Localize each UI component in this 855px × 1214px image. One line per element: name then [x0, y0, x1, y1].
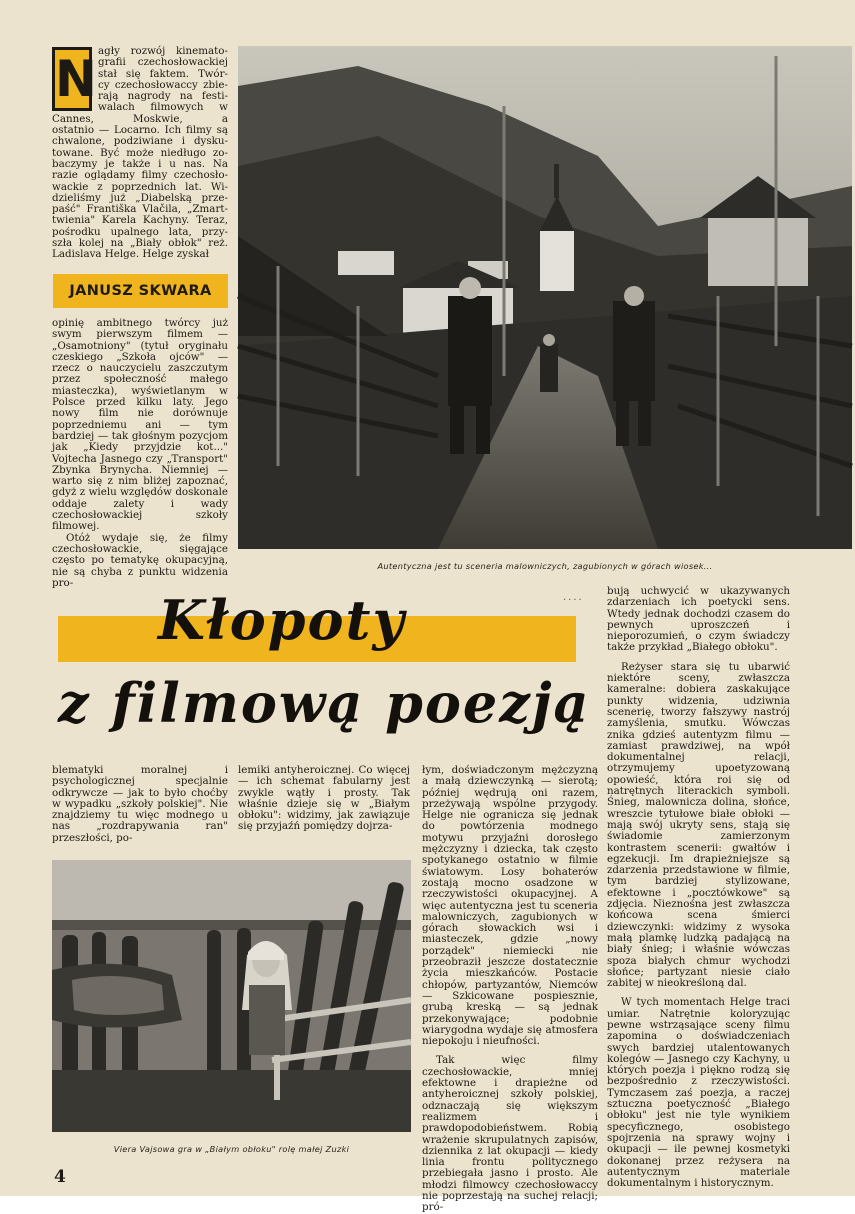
- intro-line: chwalone, podziwiane i dysku-: [52, 135, 228, 148]
- intro-line: cy czechosłowaccy zbie-: [98, 78, 228, 91]
- bottom-column-1: [52, 765, 228, 844]
- intro-line: ostatnio — Locarno. Ich filmy są: [52, 124, 228, 137]
- intro-line: wackie z poprzednich lat. Wi-: [52, 180, 228, 193]
- intro-line: razie oglądamy filmy czechosło-: [52, 169, 228, 182]
- bottom-col1-paragraph: blematyki moralnej i psychologicznej specjalnie odkrywcze — jak to było choćby w wypadku „szkoły polskiej". Nie znajdziemy tu więc modnego u nas „rozdrapywania ran" przeszłości, po-: [52, 764, 228, 844]
- intro-line: baczymy je także i u nas. Na: [52, 157, 228, 170]
- right-paragraph-1: bują uchwycić w ukazywanych zdarzeniach ich poetycki sens. Wtedy jednak dochodzi czasem do pewnych uproszczeń i nieporozumień, o czym świadczy także przykład „Białego obłoku".: [607, 585, 790, 654]
- right-paragraph-3: W tych momentach Helge traci umiar. Natrętnie koloryzując pewne wstrząsające sceny filmu zapomina o doświadczeniach swych bardziej utalentowanych kolegów — Jasnego czy Kachyny, u których poezja i piękno rodzą się bezpośrednio z rzeczywistości. Tymczasem zaś poezja, a raczej sztuczna poetyczność „Białego obłoku" jest nie tyle wynikiem specyficznego, osobistego spojrzenia na sprawy wojny i okupacji — ile pewnej kosmetyki dokonanej przez reżysera na autentycznym materiale dokumentalnym i historycznym.: [607, 996, 790, 1190]
- intro-line: paść" Františka Vlačila, „Zmart-: [52, 203, 228, 216]
- intro-line: pośrodku upalnego lata, przy-: [52, 225, 228, 238]
- intro-line: twienia" Karela Kachyny. Teraz,: [52, 214, 228, 227]
- intro-line: dzieliśmy już „Diabelską prze-: [52, 191, 228, 204]
- col1-paragraph-1: opinię ambitnego twórcy już swym pierwszym filmem — „Osamotniony" (tytuł oryginału czeskiego „Szkoła ojców" — rzecz o nauczycielu zaszczutym przez społeczność małego miasteczka), wyświetlanym w Polsce przed kilku laty. Jego nowy film nie dorównuje poprzedniemu ani — tym bardziej — tak głośnym pozycjom jak „Kiedy przyjdzie kot..." Vojtecha Jasnego czy „Transport" Zbynka Brynycha. Niemniej — warto się z nim bliżej zapoznać, gdyż z wielu względów doskonale oddaje zalety i wady czechosłowackiej szkoły filmowej.: [52, 317, 228, 533]
- bottom-col3-paragraph-1: łym, doświadczonym mężczyzną a małą dziewczynką — sierotą; później wędrują oni razem, przeżywają wspólne przygody. Helge nie ogranicza się jednak do powtórzenia modnego motywu przyjaźni dorosłego mężczyzny i dziecka, tak często spotykanego ostatnio w filmie światowym. Losy bohaterów zostają mocno osadzone w rzeczywistości okupacyjnej. A więc autentyczna jest tu sceneria malowniczych, zagubionych w górach słowackich wsi i miasteczek, gdzie „nowy porządek" niemiecki nie przeobraził jeszcze dostatecznie życia mieszkańców. Postacie chłopów, partyzantów, Niemców — Szkicowane pospiesznie, grubą kreską — są jednak przekonywające; podobnie wiarygodna wydaje się atmosfera niepokoju i nieufności.: [422, 764, 598, 1048]
- intro-line: towane. Być może niedługo zo-: [52, 146, 228, 159]
- column-1-text: [52, 318, 228, 589]
- bottom-column-2: [238, 765, 410, 833]
- page-number: 4: [54, 1167, 66, 1187]
- col1-paragraph-2: Otóż wydaje się, że filmy czechosłowackie, sięgające często po tematykę okupacyjną, nie są chyba z punktu widzenia pro-: [52, 531, 228, 589]
- author-byline: JANUSZ SKWARA: [53, 274, 228, 308]
- drop-cap: N: [52, 47, 92, 111]
- village-road-photo: [238, 46, 852, 549]
- bottom-column-3: [422, 765, 598, 1214]
- bottom-col2-paragraph: lemiki antyheroicznej. Co więcej — ich schemat fabularny jest zwykle wątły i prosty. Tak właśnie dzieje się w „Białym obłoku": widzimy, jak zawiązuje się przyjaźń pomiędzy dojrza-: [238, 764, 410, 833]
- headline-line-1: Kłopoty: [158, 588, 406, 652]
- intro-line: stał się faktem. Twór-: [98, 67, 228, 80]
- girl-fence-photo: [52, 860, 411, 1132]
- intro-line: grafii czechosłowackiej: [98, 56, 228, 69]
- bottom-col3-paragraph-2: Tak więc filmy czechosłowackie, mniej efektowne i drapieżne od antyheroicznej szkoły polskiej, odznaczają się większym realizmem i prawdopodobieństwem. Robią wrażenie skrupulatnych zapisów, dziennika z lat okupacji — kiedy linia frontu politycznego przebiegała jasno i prosto. Ale młodzi filmowcy czechosłowaccy nie poprzestają na suchej relacji; pró-: [422, 1054, 598, 1214]
- intro-line: walach filmowych w: [98, 101, 228, 114]
- intro-line: szła kolej na „Biały obłok" reż.: [52, 237, 228, 250]
- intro-line: Cannes, Moskwie, a: [52, 112, 228, 125]
- intro-line: rają nagrody na festi-: [98, 90, 228, 103]
- right-paragraph-2: Reżyser stara się tu ubarwić niektóre sceny, zwłaszcza kameralne: dobiera zaskakujące punkty widzenia, udziwnia scenerię, tworzy fałszywy nastrój zamyślenia, smutku. Wówczas znika gdzieś autentyzm filmu — zamiast prawdziwej, na wpół dokumentalnej relacji, otrzymujemy upoetyzowaną opowieść, która roi się od natrętnych literackich symboli. Śnieg, malownicza dolina, słońce, wreszcie tytułowe białe obłoki — mają swój ukryty sens, stają się świadomie zamierzonym kontrastem scenerii: gwałtów i egzekucji. Im drapieżniejsze są zdarzenia przedstawione w filmie, tym bardziej stylizowane, efektowne i „pocztówkowe" są zdjęcia. Nieznośna jest zwłaszcza końcowa scena śmierci dziewczynki: widzimy z wysoka małą plamkę ludzką padającą na biały śnieg; i właśnie wówczas spoza białych chmur wychodzi słońce; partyzant niesie ciało zabitej w nieokreśloną dal.: [607, 660, 790, 990]
- bottom-photo-caption: Viera Vajsowa gra w „Białym obłoku" rolę małej Zuzki: [113, 1144, 350, 1154]
- headline-line-2: z filmową poezją: [58, 671, 591, 735]
- intro-text: [52, 46, 228, 261]
- column-right-text: [607, 586, 790, 1189]
- decorative-dots: ....: [563, 592, 584, 603]
- top-photo-caption: Autentyczna jest tu sceneria malowniczych, zagubionych w górach wiosek...: [377, 561, 713, 571]
- intro-line: agły rozwój kinemato-: [98, 45, 228, 57]
- intro-line: Ladislava Helge. Helge zyskał: [52, 248, 209, 261]
